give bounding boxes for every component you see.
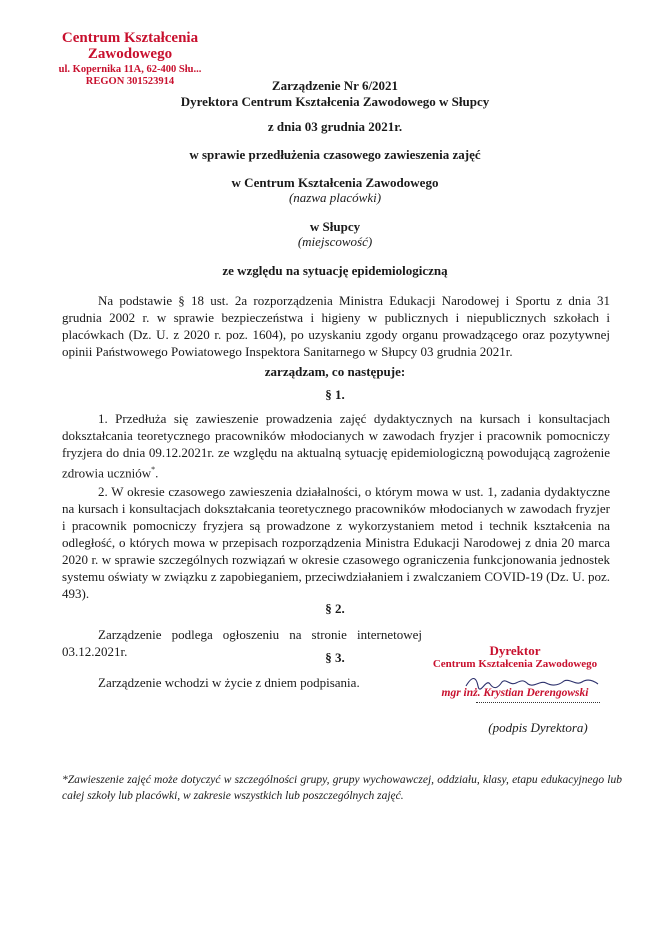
document-title: Zarządzenie Nr 6/2021 [271, 78, 399, 93]
section-1-point-1-text: 1. Przedłuża się zawieszenie prowadzenia zajęć dydaktycznych na kursach i konsultacjach dokształcania teoretycznego pracowników młodocianych w zawodach fryzjer i pracownik pomocniczy fryzjera do dnia 09.12.2021r. ze względu na aktualną sytuację epidemiologiczną powodującą zagrożenie zdrowia uczniów [62, 411, 610, 481]
institution-hint: (nazwa placówki) [288, 190, 382, 205]
handwritten-signature [462, 672, 602, 692]
section-2-text: Zarządzenie podlega ogłoszeniu na stronie internetowej 03.12.2021r. [62, 627, 422, 659]
institution-name: w Centrum Kształcenia Zawodowego [231, 175, 439, 190]
stamp-line-2: Zawodowego [87, 46, 173, 62]
section-1-heading: § 1. [325, 387, 345, 402]
decree-line: zarządzam, co następuje: [264, 364, 406, 379]
document-issuer: Dyrektora Centrum Kształcenia Zawodowego w Słupcy [180, 94, 490, 109]
section-1-point-1 [62, 410, 610, 481]
document-date: z dnia 03 grudnia 2021r. [267, 119, 403, 134]
legal-basis-paragraph: Na podstawie § 18 ust. 2a rozporządzenia Ministra Edukacji Narodowej i Sportu z dnia 31 grudnia 2002 r. w sprawie bezpieczeństwa i higieny w publicznych i niepublicznych szkołach i placówkach (Dz. U. z 2020 r. poz. 1604), po uzyskaniu zgody organu prowadzącego oraz pozytywnej opinii Państwowego Powiatowego Inspektora Sanitarnego w Słupcy 03 grudnia 2021r. [62, 293, 610, 359]
director-stamp-institution: Centrum Kształcenia Zawodowego [432, 658, 598, 670]
place-name: w Słupcy [309, 219, 361, 234]
reason-line: ze względu na sytuację epidemiologiczną [222, 263, 448, 278]
place-hint: (miejscowość) [297, 234, 373, 249]
section-3-heading: § 3. [325, 650, 345, 665]
section-1-point-2: 2. W okresie czasowego zawieszenia działalności, o którym mowa w ust. 1, zadania dydaktyczne na kursach i konsultacjach dokształcania teoretycznego pracowników młodocianych w zawodach fryzjer i pracownik pomocniczy fryzjera są prowadzone z wykorzystaniem metod i technik kształcenia na odległość, o których mowa w przepisach rozporządzenia Ministra Edukacji Narodowej z dnia 20 marca 2020 r. w sprawie szczególnych rozwiązań w okresie czasowego ograniczenia funkcjonowania jednostek systemu oświaty w związku z zapobieganiem, przeciwdziałaniem i zwalczaniem COVID-19 (Dz. U. poz. 493). [62, 484, 610, 601]
signature-line [476, 702, 600, 703]
stamp-regon: REGON 301523914 [85, 76, 175, 87]
director-stamp-name: mgr inż. Krystian Derengowski [441, 687, 589, 699]
footnote-mark: * [151, 465, 156, 474]
stamp-address: ul. Kopernika 11A, 62-400 Słu... [58, 64, 202, 75]
section-3-text: Zarządzenie wchodzi w życie z dniem podpisania. [98, 675, 360, 690]
signature-label: (podpis Dyrektora) [488, 720, 588, 735]
director-stamp-title: Dyrektor [489, 643, 541, 658]
stamp-line-1: Centrum Kształcenia [61, 30, 199, 46]
footnote: *Zawieszenie zajęć może dotyczyć w szczególności grupy, grupy wychowawczej, oddziału, klasy, etapu edukacyjnego lub całej szkoły lub placówki, w zakresie wszystkich lub poszczególnych zajęć. [62, 774, 622, 802]
section-2-heading: § 2. [325, 601, 345, 616]
document-subject: w sprawie przedłużenia czasowego zawieszenia zajęć [189, 147, 481, 162]
section-1-point-1-end: . [155, 465, 159, 481]
